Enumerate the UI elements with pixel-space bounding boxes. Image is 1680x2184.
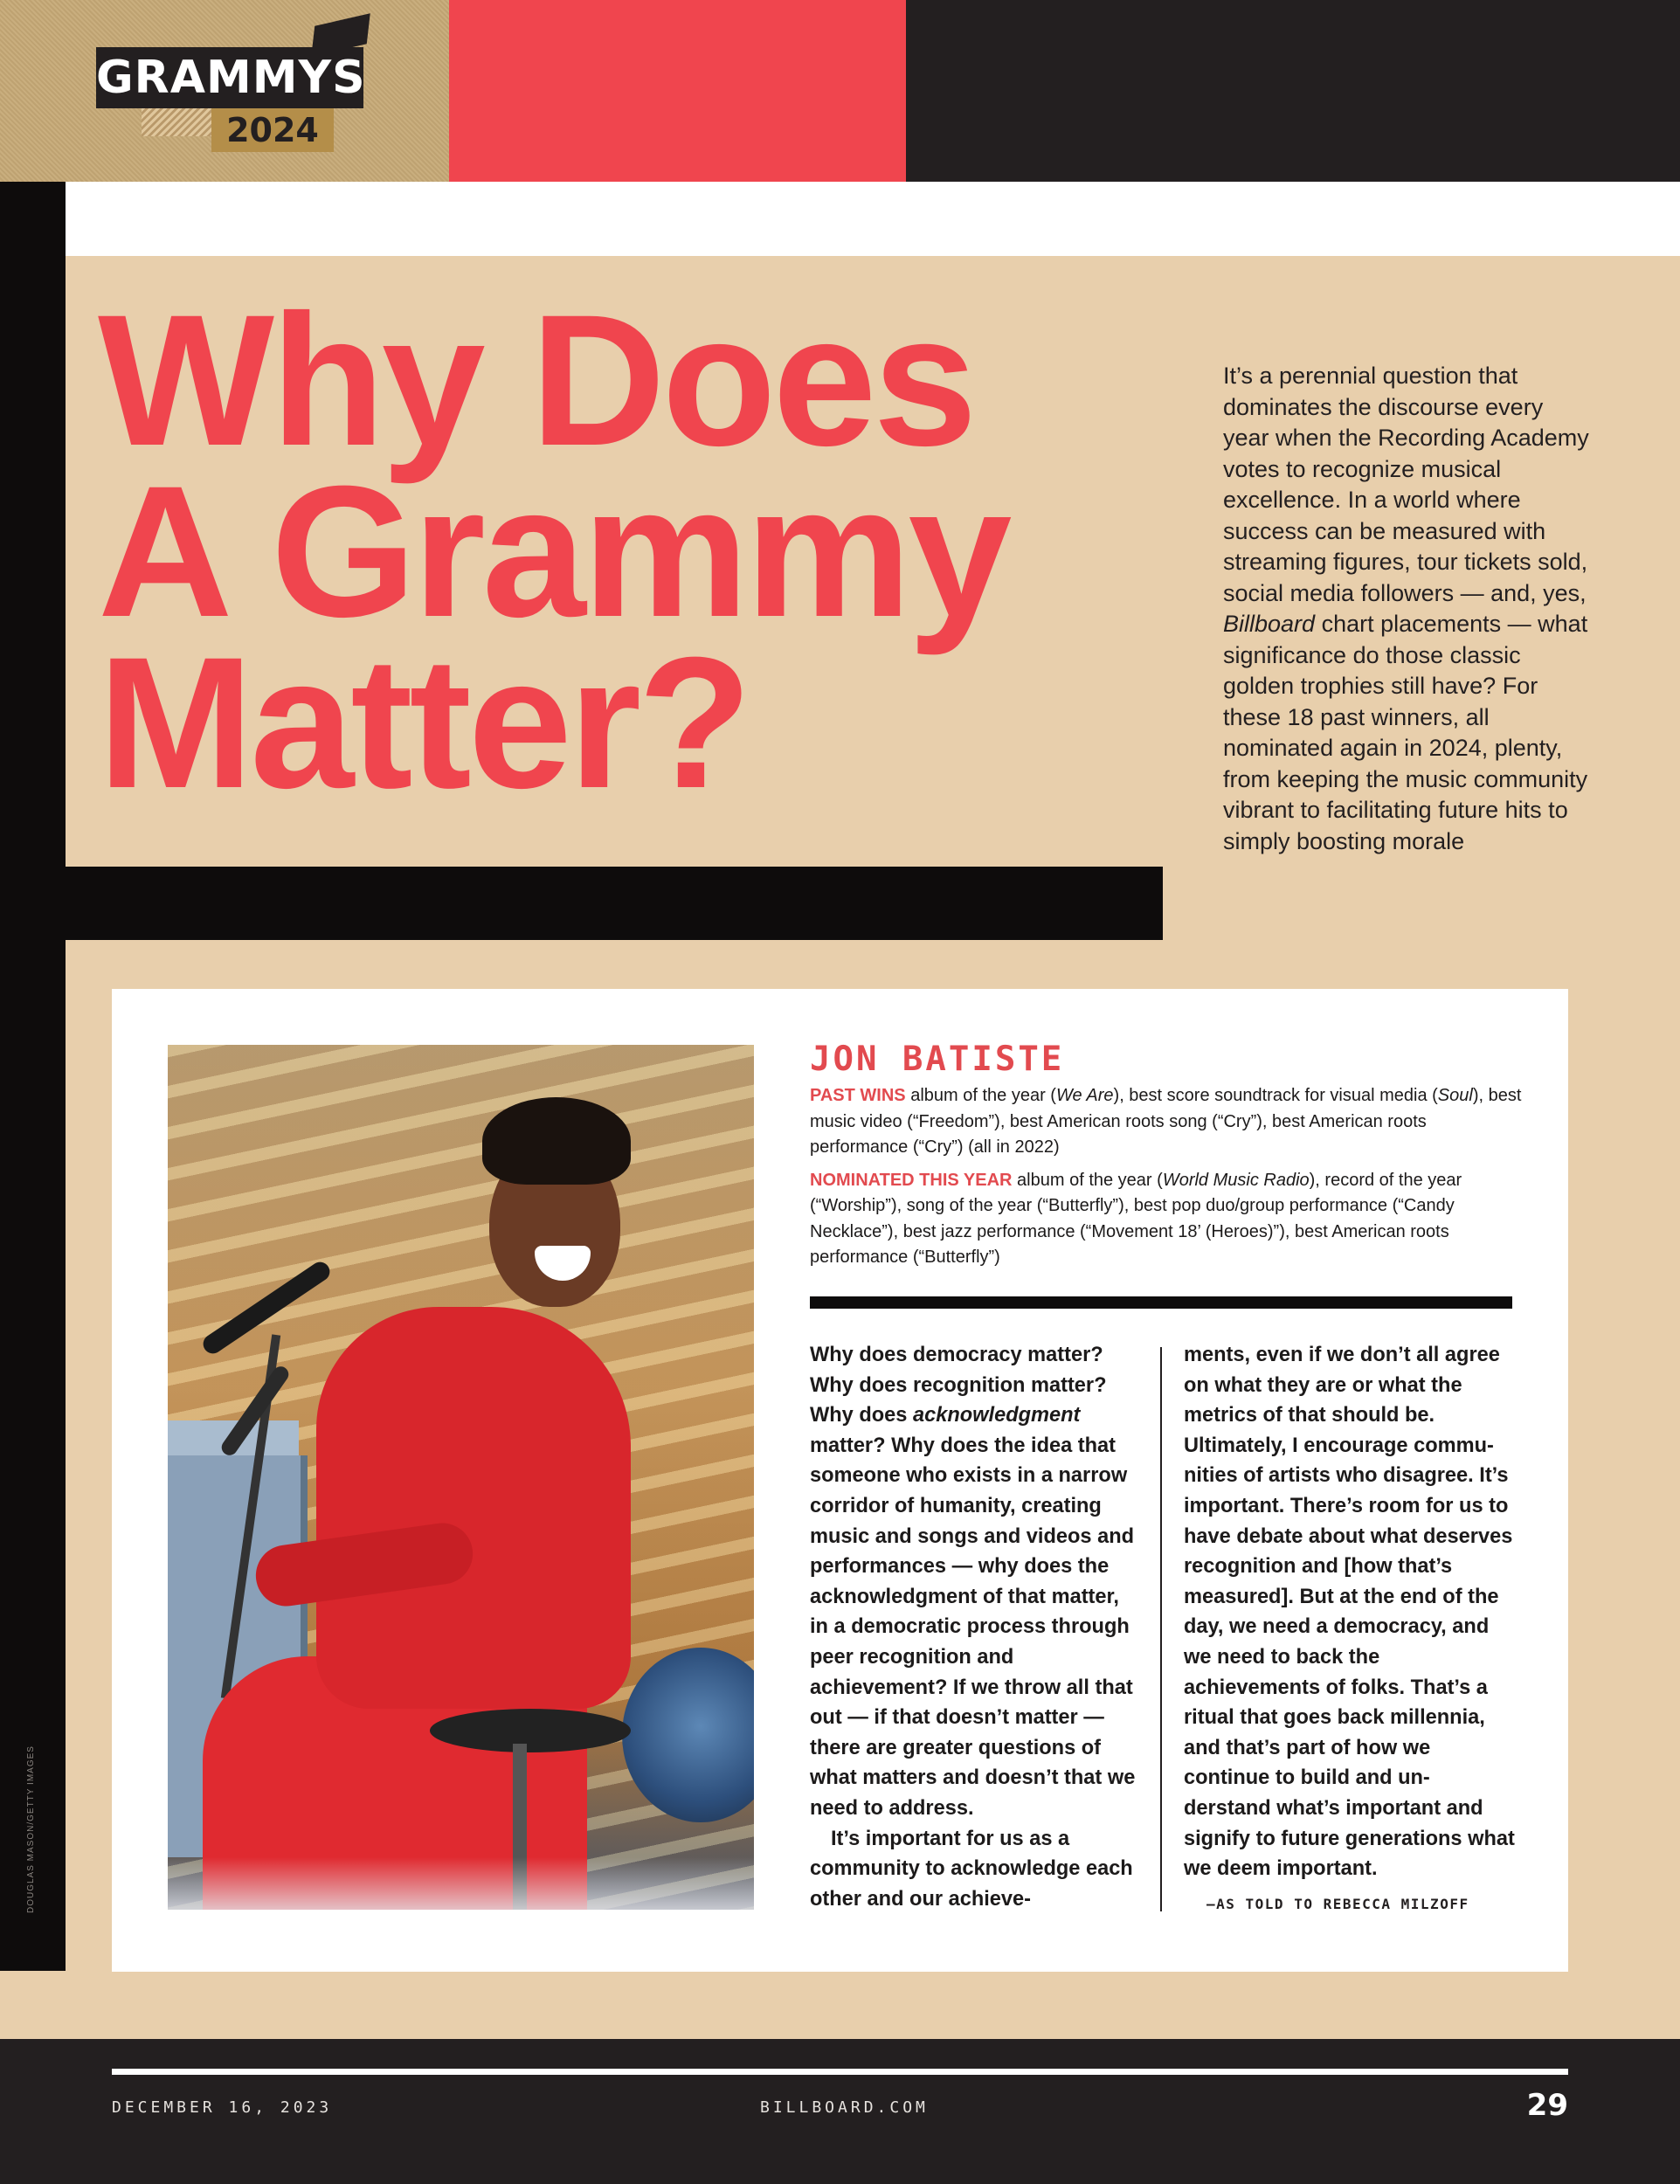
- nominated-this-year: [810, 1168, 1526, 1271]
- photo-hair: [482, 1097, 631, 1185]
- footer-date: DECEMBER 16, 2023: [112, 2098, 333, 2117]
- grammys-2024-logo: [96, 19, 393, 159]
- byline-signoff: —AS TOLD TO REBECCA MILZOFF: [1206, 1896, 1469, 1912]
- logo-hatch-pattern: [142, 108, 211, 136]
- header-red-panel: [449, 0, 906, 182]
- past-wins-italic-b: Soul: [1437, 1086, 1473, 1105]
- nominated-text-b: ), record of the year (“Worship”), song of the year (“Butterfly”), best pop duo/group performance (“Candy Necklace”), best jazz performance (“Movement 18’ (Heroes)”), best American roots performance (“Butterfly”): [810, 1170, 1462, 1267]
- page-number: 29: [1526, 2088, 1568, 2123]
- headline-black-band: [66, 867, 1163, 940]
- left-black-sidebar: [0, 182, 66, 1971]
- past-wins-label: PAST WINS: [810, 1086, 906, 1105]
- past-wins: [810, 1083, 1526, 1161]
- title-line-1: Why Does: [98, 276, 974, 485]
- body-paragraph-2: It’s important for us as a community to acknowledge each other and our achieve-: [810, 1827, 1133, 1911]
- body-column-left: [810, 1340, 1142, 1914]
- body-p1-text-b: matter? Why does the idea that someone who exists in a narrow corridor of humanity, creating music and songs and videos and performances — why does the acknowledgment of that matter, in a democratic process through peer recognition and achievement? If we throw all that out — if that doesn’t matter — there are greater questions of what matters and doesn’t that we need to address.: [810, 1434, 1136, 1820]
- artist-credits: [810, 1083, 1526, 1278]
- title-line-2: A Grammy: [98, 447, 1009, 656]
- artist-name: JON BATISTE: [810, 1040, 1065, 1079]
- page-title: [98, 276, 1181, 827]
- intro-paragraph: [1223, 361, 1590, 857]
- header-black-panel: [906, 0, 1680, 182]
- body-paragraph-3: ments, even if we don’t all agree on what they are or what the metrics of that should be. Ultimately, I encourage commu-nities of artists who disagree. It’s important. There’s room for us to have debate about what deserves recognition and [how that’s measured]. But at the end of the day, we need a democracy, and we need to back the achievements of folks. That’s a ritual that goes back millennia, and that’s part of how we continue to build and un-derstand what’s important and signify to future generations what we deem important.: [1184, 1344, 1515, 1881]
- intro-text-part-1: It’s a perennial question that dominates the discourse every year when the Recording Academy votes to recognize musical excellence. In a world where success can be measured with streaming figures, tour tickets sold, social media followers — and, yes,: [1223, 363, 1589, 606]
- artist-photo: [168, 1045, 754, 1910]
- footer-site: BILLBOARD.COM: [760, 2098, 929, 2117]
- photo-stool-seat: [430, 1709, 631, 1752]
- intro-italic-billboard: Billboard: [1223, 611, 1316, 637]
- nominated-text-a: album of the year (: [1012, 1170, 1163, 1190]
- body-column-right: [1184, 1340, 1516, 1884]
- nominated-label: NOMINATED THIS YEAR: [810, 1170, 1013, 1190]
- nominated-italic-a: World Music Radio: [1162, 1170, 1310, 1190]
- body-p1-text-a: Why does democracy matter? Why does recognition matter? Why does: [810, 1344, 1107, 1427]
- column-divider: [1160, 1347, 1162, 1911]
- card-divider-rule: [810, 1296, 1512, 1309]
- artist-card: [112, 989, 1568, 1972]
- body-p1-italic: acknowledgment: [912, 1404, 1081, 1427]
- intro-text-part-2: chart placements — what significance do those classic golden trophies still have? For these 18 past winners, all nominated again in 2024, plenty, from keeping the music community vibrant to facilitating future hits to simply boosting morale: [1223, 611, 1588, 854]
- logo-year-text: 2024: [211, 108, 334, 152]
- past-wins-text-c: ), best music video (“Freedom”), best American roots song (“Cry”), best American roots performance (“Cry”) (all in 2022): [810, 1086, 1522, 1157]
- title-line-3: Matter?: [98, 619, 749, 827]
- photo-credit: DOUGLAS MASON/GETTY IMAGES: [26, 1745, 36, 1913]
- body-paragraph-1: [810, 1340, 1142, 1824]
- page-footer: [0, 2039, 1680, 2184]
- past-wins-italic-a: We Are: [1055, 1086, 1114, 1105]
- past-wins-text-b: ), best score soundtrack for visual media (: [1113, 1086, 1438, 1105]
- photo-bottom-fade: [168, 1857, 754, 1910]
- header-white-strip: [66, 182, 1680, 256]
- past-wins-text-a: album of the year (: [905, 1086, 1056, 1105]
- footer-rule: [112, 2069, 1568, 2075]
- photo-red-jacket: [316, 1307, 631, 1709]
- logo-top-text: GRAMMYS: [96, 47, 363, 108]
